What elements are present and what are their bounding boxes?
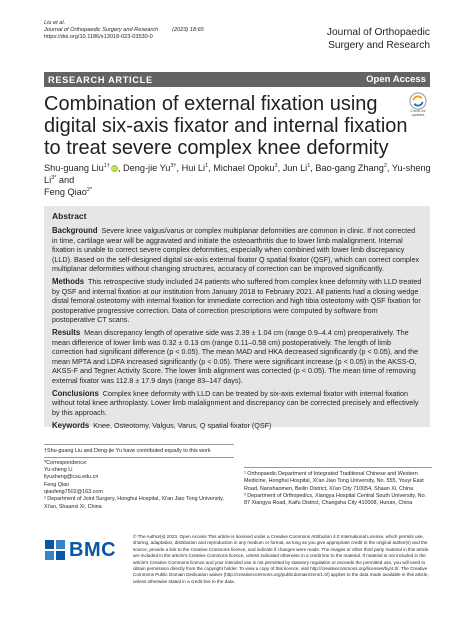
author-name[interactable]: , Yu-sheng Li: [44, 163, 431, 186]
methods-text: This retrospective study included 24 patients who suffered from complex knee deformity with LLD treated by QSF and internal fixation at our institution from January 2018 to February 2021. All patients had a closing wedge distal femoral osteotomy with internal fixation for immediate correction and high tibia osteotomy with QSF fixation for postoperative progressive correction. Data of correction prescriptions were computed by software from postoperative CT scans.: [52, 277, 422, 325]
background-text: Severe knee valgus/varus or complex multiplanar deformities are common in clinic. If not corrected in time, cartilage wear will be aggravated and initiate the osteoarthritis due to lower limb malalignment. Internal fixation is unable to correct severe complex deformities, especially when combined with lower limb discrepancy (LLD). Based on the self-designed digital six-axis external fixator Q spatial fixator (QSF), which can correct complex multiplanar deformities without changing structures, accuracy of correction can be improved significantly.: [52, 226, 420, 274]
author-name[interactable]: , Michael Opoku: [208, 163, 275, 173]
check-updates-label: Check for updates: [410, 109, 426, 117]
abstract-box: [44, 206, 430, 431]
conclusions-label: Conclusions: [52, 388, 99, 398]
affiliation-2: ² Department of Joint Surgery, Honghui Hospital, Xi'an Jiao Tong University, Xi'an, Shaanxi Xi, China: [44, 496, 224, 510]
journal-name-line2: Surgery and Research: [328, 39, 430, 51]
footnote-divider-right: [244, 467, 432, 468]
background-label: Background: [52, 226, 98, 236]
journal-name-line1: Journal of Orthopaedic: [326, 27, 430, 38]
author-list: [44, 162, 439, 199]
footnote-divider-inner: [44, 457, 234, 458]
orcid-icon[interactable]: iD: [112, 166, 117, 172]
author-sup: 1: [307, 162, 311, 169]
affiliation-1: ¹ Orthopaedic Department of Integrated Traditional Chinese and Western Medicine, Honghui Hospital, Xi'an Jiao Tong University, No. 555, Youyi East Road, Nanshaomen, Beilin District, Xi'an City 710054, Shaan Xi, China: [244, 471, 424, 492]
author-name[interactable]: Feng Qiao: [44, 187, 87, 198]
results-label: Results: [52, 328, 81, 338]
footnotes-left: [44, 448, 234, 511]
affiliation-3: ³ Department of Orthopedics, Xiangya Hospital Central South University, No. 87 Xiangya Road, Kaifu District, Changsha City 410008, Hunan, China: [244, 492, 427, 507]
abstract-methods: [52, 277, 422, 324]
article-type-band: [44, 72, 430, 87]
header-authors: Liu et al.: [44, 20, 66, 26]
journal-name: [327, 27, 430, 52]
abstract-keywords: [52, 421, 422, 430]
header-doi[interactable]: https://doi.org/10.1186/s13018-023-03530-0: [44, 34, 153, 41]
open-access-label: Open Access: [366, 74, 426, 85]
equal-contribution-note: †Shu-guang Liu and Deng-jie Yu have contributed equally to this work: [44, 448, 211, 454]
author-name[interactable]: , Bao-gang Zhang: [310, 163, 384, 173]
author-conjunction: and: [56, 175, 75, 186]
correspondent-name: Feng Qiao: [44, 481, 70, 488]
correspondent-email[interactable]: qiaofeng7502@163.com: [44, 488, 103, 495]
header-journal-ref: Journal of Orthopaedic Surgery and Research: [44, 27, 159, 34]
author-sup: 2: [383, 162, 387, 169]
correspondence-label: *Correspondence:: [44, 459, 88, 466]
author-sup: 1: [205, 162, 209, 169]
keywords-label: Keywords: [52, 421, 90, 431]
footnote-divider-left: [44, 444, 234, 445]
article-type-label: RESEARCH ARTICLE: [48, 74, 153, 85]
author-name[interactable]: , Deng-jie Yu: [117, 163, 171, 173]
bmc-logo[interactable]: [44, 538, 124, 562]
conclusions-text: Complex knee deformity with LLD can be treated by six-axis external fixator with internal fixation without total knee arthroplasty. Lower limb malalignment and discrepancy can be corrected precisely and effectively by this approach.: [52, 388, 419, 417]
abstract-background: [52, 226, 422, 273]
license-text: © The Author(s) 2023. Open Access This article is licensed under a Creative Commons Attribution 4.0 International License, which permits use, sharing, adaptation, distribution and reproduction in any medium or format, as long as you give appropriate credit to the original author(s) and the source, provide a link to the Creative Commons licence, and indicate if changes were made. The images or other third party material in this article are included in the article's Creative Commons licence, unless indicated otherwise in a credit line to the material. If material is not included in the article's Creative Commons licence and your intended use is not permitted by statutory regulation or exceeds the permitted use, you will need to obtain permission directly from the copyright holder. To view a copy of this licence, visit http://creativecommons.org/licenses/by/4.0/. The Creative Commons Public Domain Dedication waiver (http://creativecommons.org/publicdomain/zero/1.0/) applies to the data made available in this article, unless otherwise stated in a credit line to the data.: [133, 534, 429, 584]
bmc-wordmark: BMC: [69, 538, 117, 561]
article-title: Combination of external fixation using digital six-axis fixator and internal fixation to treat severe complex knee deformity: [44, 93, 408, 159]
author-sup: 1†: [103, 162, 110, 169]
correspondent-name: Yu-sheng Li: [44, 467, 73, 474]
abstract-heading: Abstract: [52, 211, 87, 221]
results-text: Mean discrepancy length of operative side was 2.39 ± 1.04 cm (range 0.9–4.4 cm) preoperatively. The mean difference of lower limb was 0.32 ± 0.13 cm (range 0.11–0.58 cm) postoperatively. The length of limb correction had significant difference (p < 0.05). The mean MAD and HKA decreased significantly (p < 0.05), and the mean MPTA and LDFA increased significantly (p < 0.05). There were significant increase (p < 0.05) in the AKSS-O, AKSS-F and Tegner Activity Score. The lower limb alignment was corrected (p < 0.05). The mean time of removing external fixator was 112.8 ± 17.9 days (range 83–147 days).: [52, 328, 419, 385]
abstract-conclusions: [52, 389, 422, 417]
correspondent-email[interactable]: liyusheng@csu.edu.cn: [44, 474, 99, 481]
footnotes-right: [244, 471, 432, 507]
author-name[interactable]: , Hui Li: [176, 163, 206, 173]
author-sup: 2*: [86, 187, 93, 194]
running-header: [44, 20, 204, 42]
author-sup: 3†: [170, 162, 177, 169]
methods-label: Methods: [52, 277, 85, 287]
author-sup: 3: [274, 162, 278, 169]
bmc-logo-icon: [44, 539, 66, 561]
author-name[interactable]: , Jun Li: [277, 163, 308, 173]
abstract-results: [52, 328, 422, 384]
author-name[interactable]: Shu-guang Liu: [44, 163, 104, 173]
author-sup: 3*: [51, 175, 57, 182]
header-year-volume: (2023) 18:65: [172, 27, 204, 34]
keywords-text: Knee, Osteotomy, Valgus, Varus, Q spatial fixator (QSF): [93, 421, 272, 431]
